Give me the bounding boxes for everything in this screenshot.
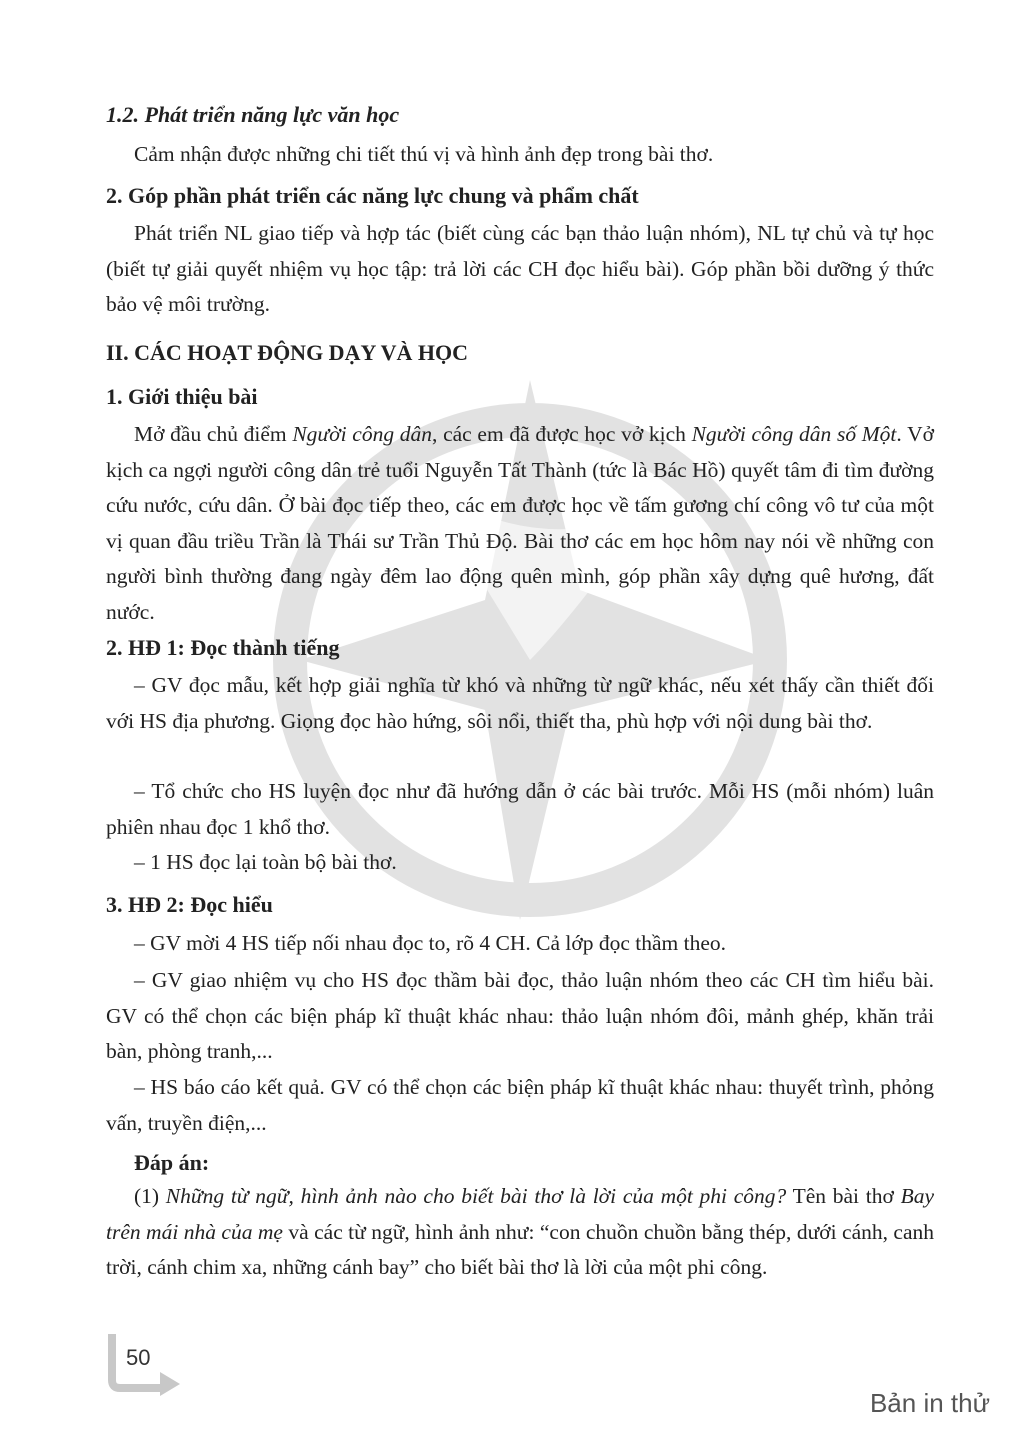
hd1-item-3-text: – 1 HS đọc lại toàn bộ bài thơ.: [134, 850, 397, 874]
answer-label: [106, 1148, 934, 1178]
intro-title: 1. Giới thiệu bài: [106, 384, 258, 409]
answer-1-text-1: Tên bài thơ: [786, 1184, 901, 1208]
hd1-item-3: [106, 845, 934, 881]
intro-part-2: , các em đã được học vở kịch: [432, 422, 692, 446]
answer-label-text: Đáp án:: [134, 1150, 210, 1175]
hd2-item-1-text: – GV mời 4 HS tiếp nối nhau đọc to, rõ 4 CH. Cả lớp đọc thầm theo.: [134, 931, 727, 955]
section-1-2-title: 1.2. Phát triển năng lực văn học: [106, 102, 400, 127]
hd2-item-3-text: – HS báo cáo kết quả. GV có thể chọn các biện pháp kĩ thuật khác nhau: thuyết trình, phỏng vấn, truyền điện,...: [106, 1075, 934, 1135]
section-2-body: Phát triển NL giao tiếp và hợp tác (biết cùng các bạn thảo luận nhóm), NL tự chủ và tự học (biết tự giải quyết nhiệm vụ học tập: trả lời các CH đọc hiểu bài). Góp phần bồi dưỡng ý thức bảo vệ môi trường.: [106, 221, 934, 316]
intro-topic: Người công dân: [292, 422, 433, 446]
intro-part-1: Mở đầu chủ điểm: [134, 422, 293, 446]
page-number: 50: [126, 1345, 151, 1370]
answer-1-text-2: và các từ ngữ, hình ảnh như: “con chuồn chuồn bằng thép, dưới cánh, canh trời, cánh chim xa, những cánh bay” cho biết bài thơ là lời của một phi công.: [106, 1219, 934, 1279]
answer-1-poem-title: Bay trên mái nhà của mẹ: [106, 1184, 934, 1244]
hd2-item-2: [106, 963, 934, 1070]
hd1-item-1-text: – GV đọc mẫu, kết hợp giải nghĩa từ khó và những từ ngữ khác, nếu xét thấy cần thiết đối với HS địa phương. Giọng đọc hào hứng, sôi nổi, thiết tha, phù hợp với nội dung bài thơ.: [106, 673, 934, 733]
hd1-item-2-text: – Tổ chức cho HS luyện đọc như đã hướng dẫn ở các bài trước. Mỗi HS (mỗi nhóm) luân phiên nhau đọc 1 khổ thơ.: [106, 779, 934, 839]
section-2-text: [106, 216, 934, 323]
hd2-item-1: [106, 926, 934, 962]
answer-1-number: (1): [134, 1184, 166, 1208]
footer-draft-label: Bản in thử: [869, 1388, 990, 1418]
hd2-item-2-text: – GV giao nhiệm vụ cho HS đọc thầm bài đọc, thảo luận nhóm theo các CH tìm hiểu bài. GV có thể chọn các biện pháp kĩ thuật khác nhau: thảo luận nhóm đôi, mảnh ghép, khăn trải bàn, phòng tranh,...: [106, 968, 934, 1063]
section-2-title: 2. Góp phần phát triển các năng lực chung và phẩm chất: [106, 183, 639, 208]
section-1-2-body: Cảm nhận được những chi tiết thú vị và hình ảnh đẹp trong bài thơ.: [134, 142, 714, 166]
intro-part-3: . Vở kịch ca ngợi người công dân trẻ tuổi Nguyễn Tất Thành (tức là Bác Hồ) quyết tâm đi tìm đường cứu nước, cứu dân. Ở bài đọc tiếp theo, các em được học về tấm gương chí công vô tư của một vị quan đầu triều Trần là Thái sư Trần Thủ Độ. Bài thơ các em học hôm nay nói về những con người bình thường đang ngày đêm lao động quên mình, góp phần xây dựng quê hương, đất nước.: [106, 422, 934, 624]
hd2-title: 3. HĐ 2: Đọc hiểu: [106, 892, 273, 917]
part-2-title: II. CÁC HOẠT ĐỘNG DẠY VÀ HỌC: [106, 340, 469, 365]
hd1-item-2: [106, 774, 934, 845]
hd2-item-3: [106, 1070, 934, 1141]
answer-1: [106, 1179, 934, 1286]
hd1-title: 2. HĐ 1: Đọc thành tiếng: [106, 635, 340, 660]
answer-1-question: Những từ ngữ, hình ảnh nào cho biết bài thơ là lời của một phi công?: [165, 1184, 787, 1208]
intro-text: [106, 417, 934, 630]
hd1-item-1: [106, 668, 934, 739]
intro-play-title: Người công dân số Một: [691, 422, 897, 446]
section-1-2-text: [106, 137, 934, 173]
